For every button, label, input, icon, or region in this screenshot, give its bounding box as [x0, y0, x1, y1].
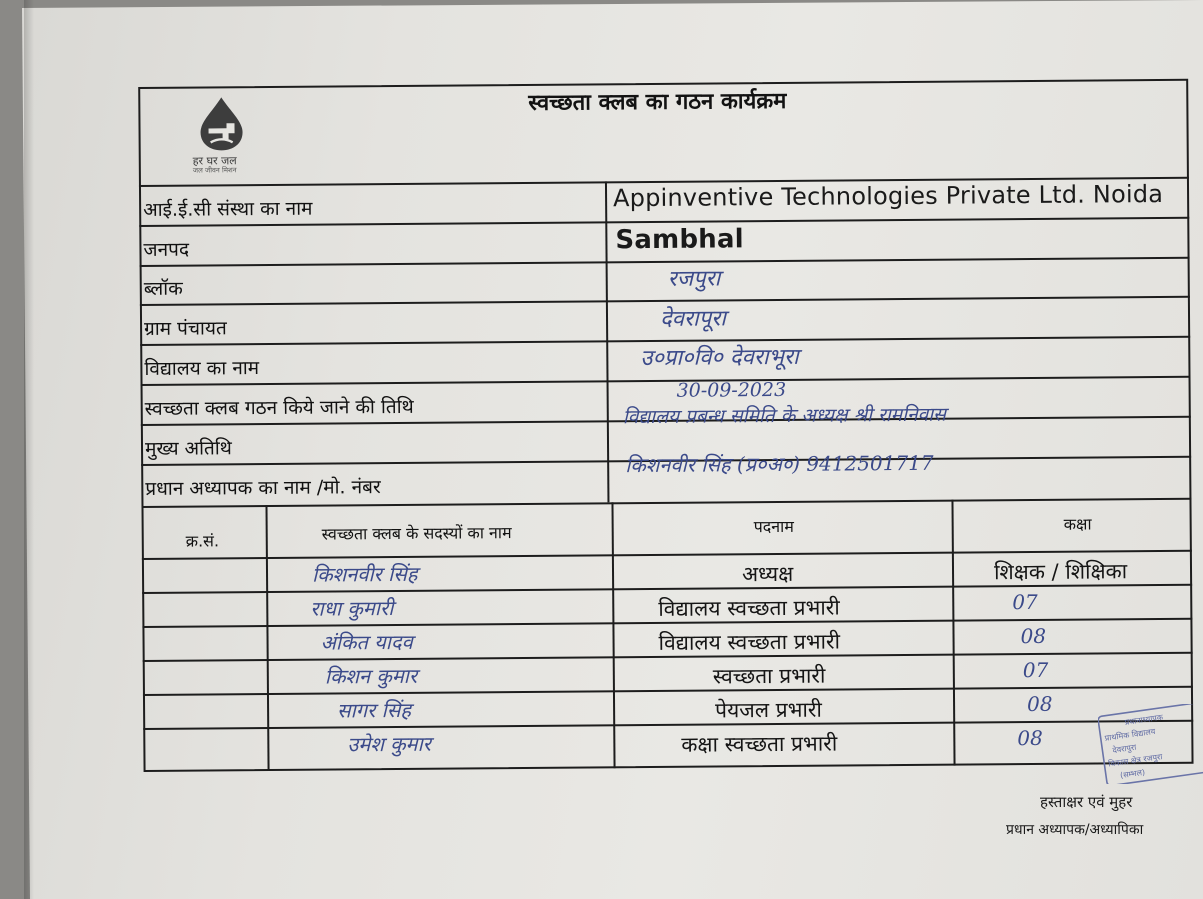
signature-label: हस्ताक्षर एवं मुहर — [1040, 793, 1133, 811]
member-designation: स्वच्छता प्रभारी — [712, 663, 826, 689]
field-label-chief-guest: मुख्य अतिथि — [144, 437, 232, 460]
member-class: 07 — [1012, 589, 1038, 615]
member-name: किशनवीर सिंह — [311, 561, 418, 587]
member-class: 08 — [1017, 725, 1043, 751]
school-stamp — [1098, 704, 1203, 784]
field-value-formation-date: 30-09-2023 — [676, 378, 787, 402]
table-header-class: कक्षा — [1063, 514, 1092, 534]
member-name: किशन कुमार — [324, 663, 418, 689]
svg-text:प्रधानाध्यापक: प्रधानाध्यापक — [1124, 712, 1164, 727]
signature-role-label: प्रधान अध्यापक/अध्यापिका — [1006, 822, 1144, 838]
svg-text:देवरापुरा: देवरापुरा — [1111, 742, 1137, 755]
field-value-gram-panchayat: देवरापूरा — [659, 306, 726, 332]
member-name: सागर सिंह — [337, 697, 412, 723]
member-class: 07 — [1022, 657, 1049, 683]
member-name: उमेश कुमार — [347, 731, 432, 757]
field-value-school-name: उ०प्रा०वि० देवराभूरा — [640, 344, 799, 372]
svg-text:विकास क्षेत्र रजपुरा: विकास क्षेत्र रजपुरा — [1107, 752, 1164, 769]
field-label-gram-panchayat: ग्राम पंचायत — [144, 317, 227, 340]
field-value-iec-agency: Appinventive Technologies Private Ltd. Noida — [612, 179, 1164, 213]
member-class: शिक्षक / शिक्षिका — [993, 559, 1128, 585]
member-designation: विद्यालय स्वच्छता प्रभारी — [658, 595, 840, 621]
member-designation: विद्यालय स्वच्छता प्रभारी — [658, 629, 841, 655]
member-name: अंकित यादव — [320, 629, 413, 655]
logo-tagline: हर घर जल — [192, 154, 237, 168]
member-class: 08 — [1026, 691, 1053, 717]
field-value-district: Sambhal — [615, 224, 744, 256]
member-class: 08 — [1020, 623, 1047, 649]
field-label-headmaster: प्रधान अध्यापक का नाम /मो. नंबर — [145, 476, 381, 500]
field-label-formation-date: स्वच्छता क्लब गठन किये जाने की तिथि — [144, 395, 414, 420]
field-value-headmaster: किशनवीर सिंह (प्र०अ०) 9412501717 — [625, 450, 934, 478]
water-drop-tap-icon — [194, 95, 248, 151]
svg-text:(सम्भल): (सम्भल) — [1119, 767, 1146, 781]
stamp-seal-icon — [1098, 704, 1203, 784]
member-designation: अध्यक्ष — [741, 561, 794, 587]
field-label-iec-agency: आई.ई.सी संस्था का नाम — [143, 197, 313, 221]
table-header-designation: पदनाम — [753, 516, 794, 537]
field-label-district: जनपद — [143, 238, 190, 261]
svg-text:प्राथमिक विद्यालय: प्राथमिक विद्यालय — [1104, 726, 1156, 743]
field-label-school-name: विद्यालय का नाम — [144, 357, 260, 380]
table-header-member-name: स्वच्छता क्लब के सदस्यों का नाम — [321, 523, 512, 544]
logo-subline: जल जीवन मिशन — [192, 166, 237, 175]
table-header-serial: क्र.सं. — [185, 531, 220, 551]
field-value-block: रजपुरा — [667, 266, 721, 292]
har-ghar-jal-logo — [178, 95, 319, 182]
member-name: राधा कुमारी — [310, 596, 394, 621]
field-label-block: ब्लॉक — [143, 277, 183, 300]
field-value-chief-guest: विद्यालय प्रबन्ध समिति के अध्यक्ष श्री रामनिवास — [622, 403, 947, 429]
member-designation: कक्षा स्वच्छता प्रभारी — [681, 731, 838, 757]
form-title: स्वच्छता क्लब का गठन कार्यक्रम — [528, 88, 787, 116]
page-fold-shadow — [24, 0, 34, 899]
form-sheet — [138, 54, 1203, 774]
member-designation: पेयजल प्रभारी — [715, 697, 822, 723]
